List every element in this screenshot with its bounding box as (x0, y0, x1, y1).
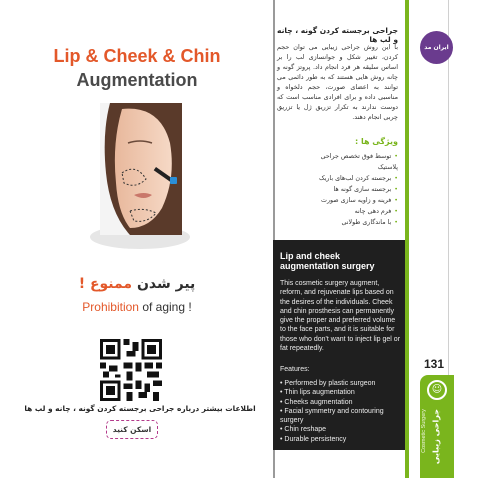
list-item: • Cheeks augmentation (280, 398, 401, 407)
slogan-en-suffix: of aging ! (138, 300, 192, 314)
page-title: Lip & Cheek & Chin (53, 46, 221, 66)
persian-features-title: ویژگی ها : (354, 137, 398, 146)
face-icon: ☺ (427, 380, 447, 400)
english-features-list (280, 379, 401, 444)
list-item: • برجسته کردن لب‌های باریک (300, 173, 398, 184)
list-item: • Performed by plastic surgeon (280, 379, 401, 388)
list-item: • Facial symmetry and contouring surgery (280, 407, 401, 426)
persian-section-title: جراحی برجسته کردن گونه ، چانه و لب ها (277, 26, 398, 44)
section-tab-label-fa: جراحی زیبایی (431, 408, 441, 465)
slogan-en-highlight: Prohibition (82, 300, 139, 314)
list-item: • فرینه و زاویه سازی صورت (300, 195, 398, 206)
slogan-fa-highlight: ممنوع (89, 276, 133, 292)
list-item: • با ماندگاری طولانی (300, 217, 398, 228)
persian-body-text: با این روش جراحی زیبایی می توان حجم کردن، تغییر شکل و جوانسازی لب را بر اساس سلیقه هر فرد انجام داد. پروتز گونه و چانه روش هایی هستند که به طور دائمی می توانند به اعضای صورت، حجم دلخواه و مناسبی داده و برای افرادی مناسب است که دوست ندارند به تکرار تزریق ژل یا تزریق چربی انجام دهند. (277, 43, 398, 121)
qr-code[interactable] (100, 339, 162, 401)
slogan-fa-prefix: پیر شدن (136, 276, 196, 292)
persian-slogan (0, 276, 274, 292)
list-item: • Durable persistency (280, 435, 401, 444)
section-tab-label-en: Cosmetic Surgery (421, 409, 427, 453)
slogan-fa-suffix: ! (78, 276, 86, 292)
english-features-title: Features: (280, 366, 310, 373)
face-portrait-image (100, 103, 182, 235)
list-item: • Chin reshape (280, 425, 401, 434)
persian-features-list (300, 151, 398, 228)
brand-logo: ایران مد (420, 31, 453, 64)
more-info-text: اطلاعات بیشتر درباره جراحی برجسته کردن گونه ، چانه و لب ها (24, 404, 256, 413)
english-body-text: This cosmetic surgery augment, reform, and rejuvenate lips based on the desires of the individuals. Cheek and chin prosthesis can permanently give the proper and preferred volume to the face parts, and it is suitable for those who don't want to inject lip gel or fat repeatedly. (280, 280, 401, 353)
english-section-title: Lip and cheek augmentation surgery (280, 251, 375, 271)
list-item: • Thin lips augmentation (280, 388, 401, 397)
page-subtitle: Augmentation (76, 70, 198, 90)
english-slogan (0, 300, 274, 314)
page-number: 131 (423, 357, 445, 371)
list-item: • برجسته سازی گونه ها (300, 184, 398, 195)
list-item: • فرم دهی چانه (300, 206, 398, 217)
list-item: • توسط فوق تخصص جراحی پلاستیک (300, 151, 398, 173)
scan-button[interactable]: اسکن کنید (106, 420, 158, 439)
green-edge-bar (405, 0, 409, 478)
